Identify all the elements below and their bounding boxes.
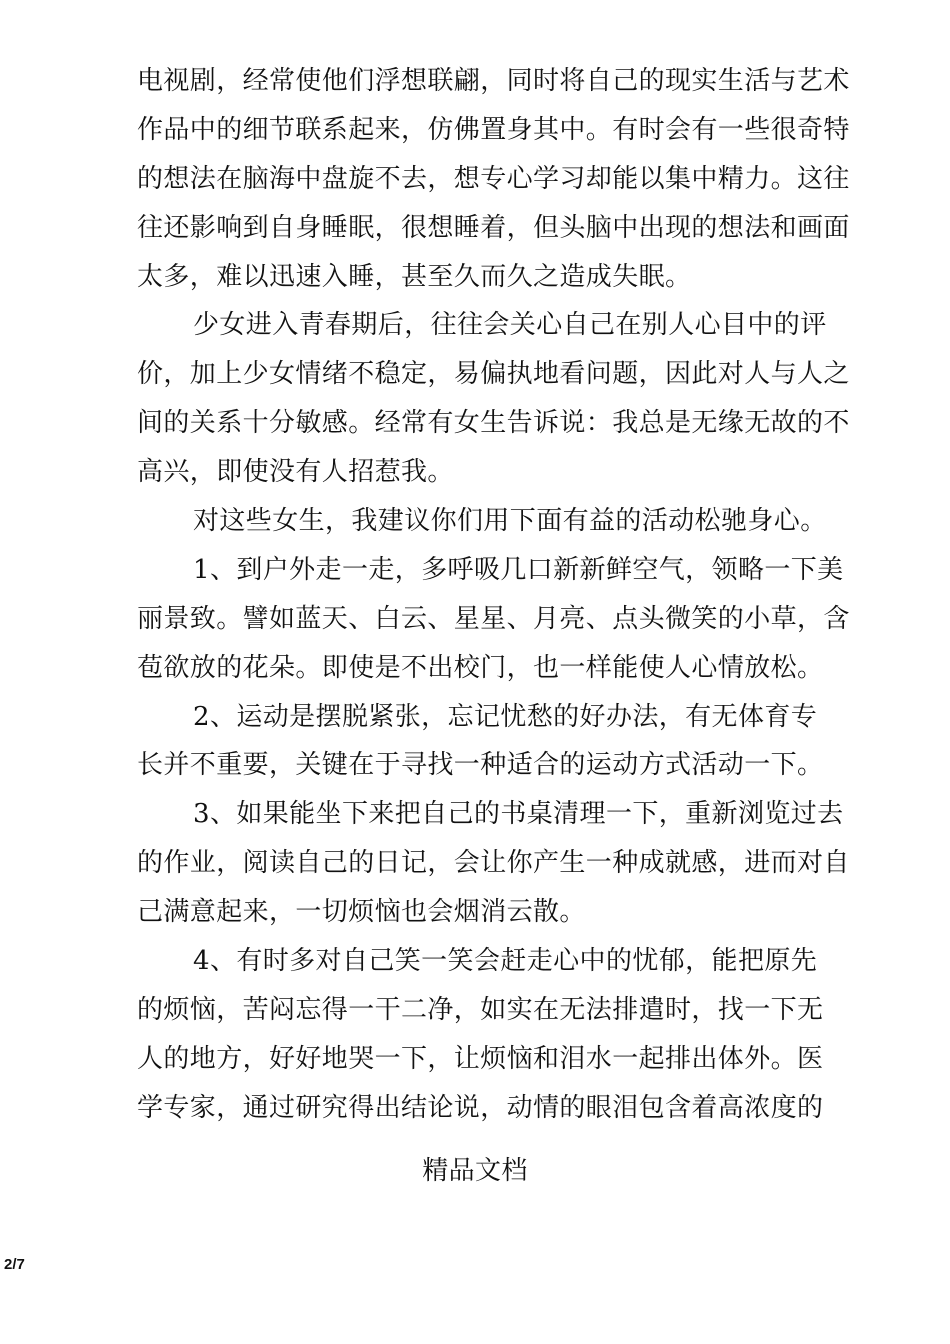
list-item-3-line: 3、如果能坐下来把自己的书桌清理一下，重新浏览过去 [193,799,844,830]
text-line: 人的地方，好好地哭一下，让烦恼和泪水一起排出体外。医 [137,1043,824,1074]
text-line: 太多，难以迅速入睡，甚至久而久之造成失眠。 [137,261,692,292]
text-line: 高兴，即使没有人招惹我。 [137,457,454,488]
list-item-4-line: 4、有时多对自己笑一笑会赶走心中的忧郁，能把原先 [193,946,818,977]
text-line: 作品中的细节联系起来，仿佛置身其中。有时会有一些很奇特 [137,114,850,145]
text-line: 学专家，通过研究得出结论说，动情的眼泪包含着高浓度的 [137,1092,824,1123]
text-line: 的作业，阅读自己的日记，会让你产生一种成就感，进而对自 [137,848,850,879]
paragraph-start-line: 少女进入青春期后，往往会关心自己在别人心目中的评 [193,310,827,341]
text-line: 电视剧，经常使他们浮想联翩，同时将自己的现实生活与艺术 [137,66,850,96]
page-number: 2/7 [4,1256,25,1273]
text-line: 的烦恼，苦闷忘得一干二净，如实在无法排遣时，找一下无 [137,994,824,1025]
footer-title: 精品文档 [422,1156,528,1186]
list-item-2-line: 2、运动是摆脱紧张，忘记忧愁的好办法，有无体育专 [193,701,818,732]
document-body [137,57,850,1133]
text-line: 价，加上少女情绪不稳定，易偏执地看问题，因此对人与人之 [137,359,850,390]
text-line: 丽景致。譬如蓝天、白云、星星、月亮、点头微笑的小草，含 [137,603,850,634]
paragraph-start-line: 对这些女生，我建议你们用下面有益的活动松驰身心。 [193,506,827,537]
text-line: 己满意起来，一切烦恼也会烟消云散。 [137,897,586,928]
text-line: 往还影响到自身睡眠，很想睡着，但头脑中出现的想法和画面 [137,212,850,243]
text-line: 间的关系十分敏感。经常有女生告诉说：我总是无缘无故的不 [137,408,850,439]
list-item-1-line: 1、到户外走一走，多呼吸几口新新鲜空气，领略一下美 [193,554,844,585]
text-line: 苞欲放的花朵。即使是不出校门，也一样能使人心情放松。 [137,652,824,683]
text-line: 长并不重要，关键在于寻找一种适合的运动方式活动一下。 [137,750,824,781]
text-line: 的想法在脑海中盘旋不去，想专心学习却能以集中精力。这往 [137,163,850,194]
